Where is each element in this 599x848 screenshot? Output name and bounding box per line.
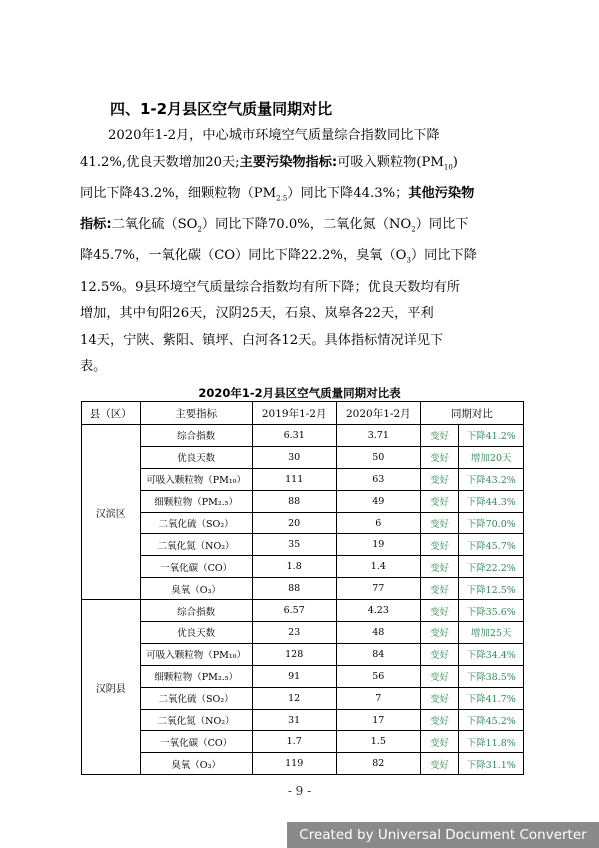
value-2020-cell: 6 <box>336 512 420 534</box>
page-number: - 9 - <box>287 784 312 798</box>
table-caption: 2020年1-2月县区空气质量同期对比表 <box>198 386 401 400</box>
indicator-cell: 综合指数 <box>140 600 252 622</box>
comparison-table <box>81 401 524 775</box>
table-row <box>82 687 524 709</box>
watermark-banner: Created by Universal Document Converter <box>287 822 599 848</box>
table-row <box>82 578 524 600</box>
table-row <box>82 622 524 644</box>
value-2020-cell: 82 <box>336 753 420 775</box>
indicator-cell: 可吸入颗粒物（PM₁₀） <box>140 468 252 490</box>
change-cell: 下降22.2% <box>459 556 524 578</box>
status-cell: 变好 <box>420 622 459 644</box>
change-cell: 增加20天 <box>459 446 524 468</box>
para-line: 增加，其中旬阳26天，汉阴25天，石泉、岚皋各22天，平利 <box>80 306 434 322</box>
value-2019-cell: 88 <box>252 578 336 600</box>
status-cell: 变好 <box>420 643 459 665</box>
value-2019-cell: 1.8 <box>252 556 336 578</box>
value-2020-cell: 4.23 <box>336 600 420 622</box>
value-2019-cell: 1.7 <box>252 731 336 753</box>
change-cell: 下降45.2% <box>459 709 524 731</box>
value-2020-cell: 1.4 <box>336 556 420 578</box>
change-cell: 下降38.5% <box>459 665 524 687</box>
header-comparison: 同期对比 <box>420 402 523 425</box>
value-2020-cell: 17 <box>336 709 420 731</box>
para-line: 指标:二氧化硫$(SO_2)$同比下降70.0%，二氧化氮$(NO_2)$同比下 <box>80 217 469 234</box>
value-2019-cell: 6.57 <box>252 600 336 622</box>
para-line: 同比下降43.2%，细颗粒物$(PM_{2.5})$同比下降44.3%；其他污染物 <box>80 185 475 203</box>
indicator-cell: 臭氧（O₃） <box>140 578 252 600</box>
table-row <box>82 446 524 468</box>
value-2019-cell: 31 <box>252 709 336 731</box>
value-2019-cell: 30 <box>252 446 336 468</box>
status-cell: 变好 <box>420 600 459 622</box>
header-county: 县（区） <box>82 402 141 425</box>
table-row <box>82 643 524 665</box>
change-cell: 下降31.1% <box>459 753 524 775</box>
header-2020: 2020年1-2月 <box>336 402 420 425</box>
value-2019-cell: 12 <box>252 687 336 709</box>
table-row <box>82 753 524 775</box>
table-row <box>82 534 524 556</box>
status-cell: 变好 <box>420 709 459 731</box>
change-cell: 下降43.2% <box>459 468 524 490</box>
indicator-cell: 臭氧（O₃） <box>140 753 252 775</box>
indicator-cell: 一氧化碳（CO） <box>140 556 252 578</box>
change-cell: 下降41.2% <box>459 425 524 447</box>
table-row <box>82 556 524 578</box>
value-2020-cell: 3.71 <box>336 425 420 447</box>
value-2019-cell: 88 <box>252 490 336 512</box>
indicator-cell: 一氧化碳（CO） <box>140 731 252 753</box>
status-cell: 变好 <box>420 425 459 447</box>
para-line: 2020年1-2月，中心城市环境空气质量综合指数同比下降 <box>108 128 440 143</box>
value-2020-cell: 77 <box>336 578 420 600</box>
status-cell: 变好 <box>420 468 459 490</box>
body-paragraph <box>80 123 520 381</box>
change-cell: 下降12.5% <box>459 578 524 600</box>
change-cell: 下降11.8% <box>459 731 524 753</box>
status-cell: 变好 <box>420 753 459 775</box>
indicator-cell: 细颗粒物（PM₂.₅） <box>140 490 252 512</box>
value-2019-cell: 35 <box>252 534 336 556</box>
value-2020-cell: 56 <box>336 665 420 687</box>
value-2020-cell: 49 <box>336 490 420 512</box>
table-row <box>82 512 524 534</box>
county-cell: 汉滨区 <box>82 425 141 600</box>
value-2019-cell: 128 <box>252 643 336 665</box>
table-row <box>82 665 524 687</box>
indicator-cell: 优良天数 <box>140 622 252 644</box>
indicator-cell: 细颗粒物（PM₂.₅） <box>140 665 252 687</box>
table-header-row <box>82 402 524 425</box>
table-row <box>82 731 524 753</box>
value-2020-cell: 84 <box>336 643 420 665</box>
status-cell: 变好 <box>420 687 459 709</box>
table-row <box>82 425 524 447</box>
para-line: 表。 <box>80 359 107 375</box>
value-2019-cell: 111 <box>252 468 336 490</box>
status-cell: 变好 <box>420 446 459 468</box>
table-row <box>82 490 524 512</box>
change-cell: 下降34.4% <box>459 643 524 665</box>
indicator-cell: 二氧化硫（SO₂） <box>140 687 252 709</box>
value-2020-cell: 19 <box>336 534 420 556</box>
change-cell: 下降41.7% <box>459 687 524 709</box>
status-cell: 变好 <box>420 665 459 687</box>
status-cell: 变好 <box>420 578 459 600</box>
para-line: 14天，宁陕、紫阳、镇坪、白河各12天。具体指标情况详见下 <box>80 332 444 348</box>
indicator-cell: 二氧化氮（NO₂） <box>140 534 252 556</box>
status-cell: 变好 <box>420 731 459 753</box>
value-2019-cell: 119 <box>252 753 336 775</box>
para-line: 41.2%,优良天数增加20天;主要污染物指标:可吸入颗粒物$(PM_{10})$ <box>80 154 458 172</box>
value-2019-cell: 20 <box>252 512 336 534</box>
indicator-cell: 综合指数 <box>140 425 252 447</box>
indicator-cell: 二氧化硫（SO₂） <box>140 512 252 534</box>
status-cell: 变好 <box>420 534 459 556</box>
value-2019-cell: 23 <box>252 622 336 644</box>
value-2019-cell: 6.31 <box>252 425 336 447</box>
status-cell: 变好 <box>420 556 459 578</box>
header-2019: 2019年1-2月 <box>252 402 336 425</box>
value-2020-cell: 48 <box>336 622 420 644</box>
section-heading: 四、1-2月县区空气质量同期对比 <box>110 100 333 118</box>
para-line: 降45.7%，一氧化碳（CO）同比下降22.2%，臭氧$(O_3)$同比下降 <box>80 248 477 265</box>
value-2020-cell: 50 <box>336 446 420 468</box>
indicator-cell: 可吸入颗粒物（PM₁₀） <box>140 643 252 665</box>
change-cell: 下降35.6% <box>459 600 524 622</box>
table-row <box>82 600 524 622</box>
value-2020-cell: 63 <box>336 468 420 490</box>
para-line: 12.5%。9县环境空气质量综合指数均有所下降；优良天数均有所 <box>80 279 460 295</box>
value-2019-cell: 91 <box>252 665 336 687</box>
change-cell: 下降45.7% <box>459 534 524 556</box>
change-cell: 增加25天 <box>459 622 524 644</box>
value-2020-cell: 7 <box>336 687 420 709</box>
status-cell: 变好 <box>420 512 459 534</box>
status-cell: 变好 <box>420 490 459 512</box>
table-row <box>82 709 524 731</box>
value-2020-cell: 1.5 <box>336 731 420 753</box>
indicator-cell: 二氧化氮（NO₂） <box>140 709 252 731</box>
county-cell: 汉阴县 <box>82 600 141 775</box>
header-indicator: 主要指标 <box>140 402 252 425</box>
change-cell: 下降44.3% <box>459 490 524 512</box>
change-cell: 下降70.0% <box>459 512 524 534</box>
indicator-cell: 优良天数 <box>140 446 252 468</box>
table-row <box>82 468 524 490</box>
